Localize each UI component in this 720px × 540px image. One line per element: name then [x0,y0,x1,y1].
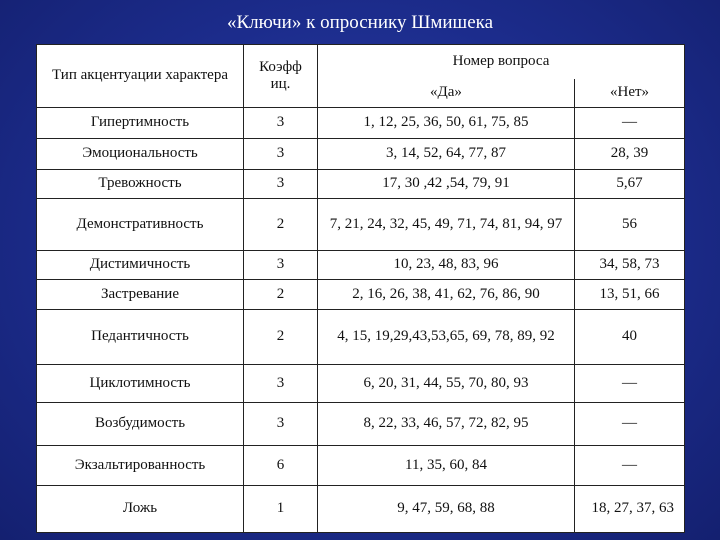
table-row [37,486,685,533]
no-cell: — [575,365,685,403]
table-row [37,251,685,280]
coef-cell: 3 [244,251,318,280]
type-cell: Циклотимность [37,365,244,403]
yes-cell: 1, 12, 25, 36, 50, 61, 75, 85 [318,108,575,139]
type-cell: Экзальтированность [37,446,244,486]
yes-cell: 6, 20, 31, 44, 55, 70, 80, 93 [318,365,575,403]
type-cell: Эмоциональность [37,139,244,170]
table-row [37,310,685,365]
yes-cell: 2, 16, 26, 38, 41, 62, 76, 86, 90 [318,280,575,310]
no-cell: 13, 51, 66 [575,280,685,310]
no-cell: — [575,403,685,446]
coef-cell: 1 [244,486,318,533]
no-cell: 28, 39 [575,139,685,170]
keys-table [36,44,685,533]
header-coef: Коэфф иц. [244,45,318,108]
no-cell: 34, 58, 73 [575,251,685,280]
yes-cell: 10, 23, 48, 83, 96 [318,251,575,280]
header-row-1 [37,45,685,79]
table-row [37,139,685,170]
no-cell: 56 [575,199,685,251]
coef-cell: 3 [244,170,318,199]
type-cell: Гипертимность [37,108,244,139]
table-row [37,108,685,139]
yes-cell: 8, 22, 33, 46, 57, 72, 82, 95 [318,403,575,446]
type-cell: Дистимичность [37,251,244,280]
yes-cell: 9, 47, 59, 68, 88 [318,486,575,533]
no-cell: — [575,446,685,486]
type-cell: Демонстративность [37,199,244,251]
yes-cell: 11, 35, 60, 84 [318,446,575,486]
table-row [37,446,685,486]
no-cell: — [575,108,685,139]
coef-cell: 3 [244,139,318,170]
type-cell: Застревание [37,280,244,310]
coef-cell: 3 [244,108,318,139]
yes-cell: 3, 14, 52, 64, 77, 87 [318,139,575,170]
coef-cell: 3 [244,365,318,403]
type-cell: Ложь [37,486,244,533]
no-cell: 5,67 [575,170,685,199]
coef-cell: 2 [244,280,318,310]
table-row [37,280,685,310]
yes-cell: 4, 15, 19,29,43,53,65, 69, 78, 89, 92 [318,310,575,365]
header-question-number: Номер вопроса [318,45,685,79]
table-row [37,403,685,446]
coef-cell: 2 [244,199,318,251]
type-cell: Возбудимость [37,403,244,446]
yes-cell: 7, 21, 24, 32, 45, 49, 71, 74, 81, 94, 97 [318,199,575,251]
header-type: Тип акцентуации характера [37,45,244,108]
coef-cell: 3 [244,403,318,446]
coef-cell: 6 [244,446,318,486]
yes-cell: 17, 30 ,42 ,54, 79, 91 [318,170,575,199]
no-cell: 40 [575,310,685,365]
type-cell: Тревожность [37,170,244,199]
no-cell: 18, 27, 37, 63 [575,486,685,533]
table-row [37,365,685,403]
type-cell: Педантичность [37,310,244,365]
table-row [37,199,685,251]
header-no: «Нет» [575,79,685,108]
coef-cell: 2 [244,310,318,365]
table-row [37,170,685,199]
header-yes: «Да» [318,79,575,108]
slide-title: «Ключи» к опроснику Шмишека [227,12,493,33]
